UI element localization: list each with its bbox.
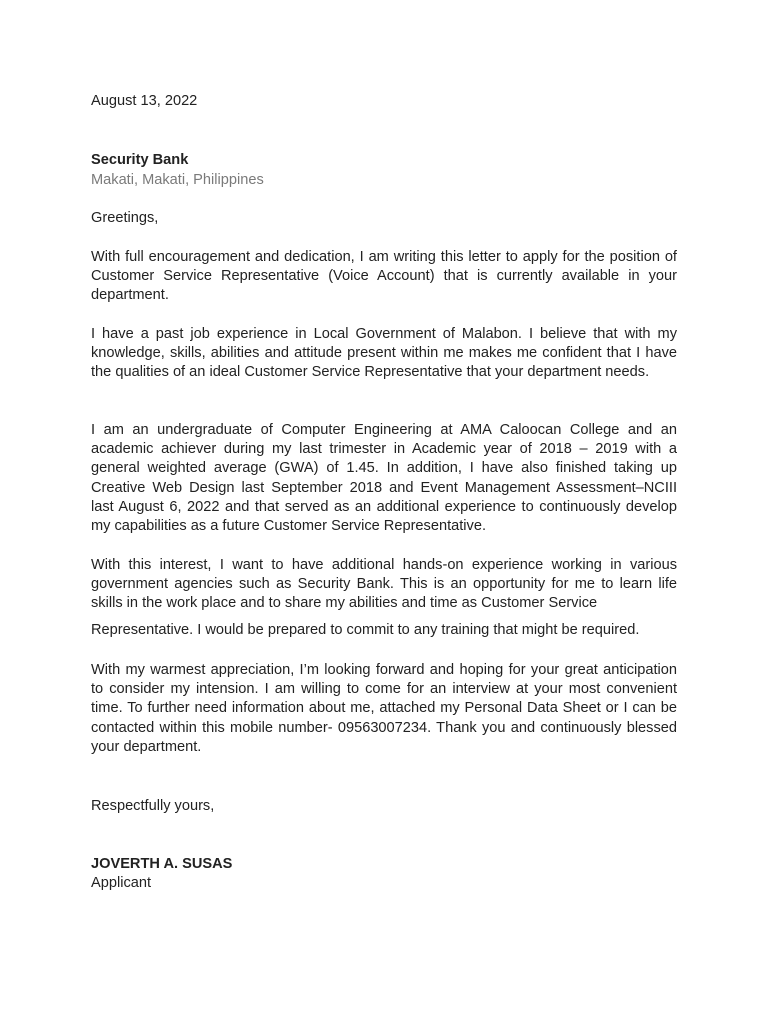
body-paragraph-appreciation: With my warmest appreciation, I’m looking forward and hoping for your great anticipation to consider my intension. I am willing to come for an interview at your most convenient time. To further need information about me, attached my Personal Data Sheet or I can be contacted within this mobile number- 09563007234. Thank you and continuously blessed your department. — [91, 662, 677, 755]
signer-name: JOVERTH A. SUSAS — [91, 856, 233, 872]
recipient-address: Makati, Makati, Philippines — [91, 172, 264, 188]
recipient-name: Security Bank — [91, 152, 189, 168]
body-paragraph-application: With full encouragement and dedication, I am writing this letter to apply for the position of Customer Service Representative (Voice Account) that is currently available in your department. — [91, 249, 677, 304]
body-paragraph-experience: I have a past job experience in Local Government of Malabon. I believe that with my knowledge, skills, abilities and attitude present within me makes me confident that I have the qualities of an ideal Customer Service Representative that your department needs. — [91, 326, 677, 381]
letter-date: August 13, 2022 — [91, 93, 198, 109]
body-paragraph-interest-continued: Representative. I would be prepared to commit to any training that might be required. — [91, 622, 640, 638]
body-paragraph-education: I am an undergraduate of Computer Engineering at AMA Caloocan College and an academic achiever during my last trimester in Academic year of 2018 – 2019 with a general weighted average (GWA) of 1.45. In addition, I have also finished taking up Creative Web Design last September 2018 and Event Management Assessment–NCIII last August 6, 2022 and that served as an additional experience to continuously develop my capabilities as a future Customer Service Representative. — [91, 422, 677, 535]
signer-title: Applicant — [91, 875, 152, 891]
body-paragraph-interest: With this interest, I want to have additional hands-on experience working in various government agencies such as Security Bank. This is an opportunity for me to learn life skills in the work place and to share my abilities and time as Customer Service — [91, 557, 677, 612]
closing: Respectfully yours, — [91, 798, 215, 814]
greeting: Greetings, — [91, 210, 159, 226]
